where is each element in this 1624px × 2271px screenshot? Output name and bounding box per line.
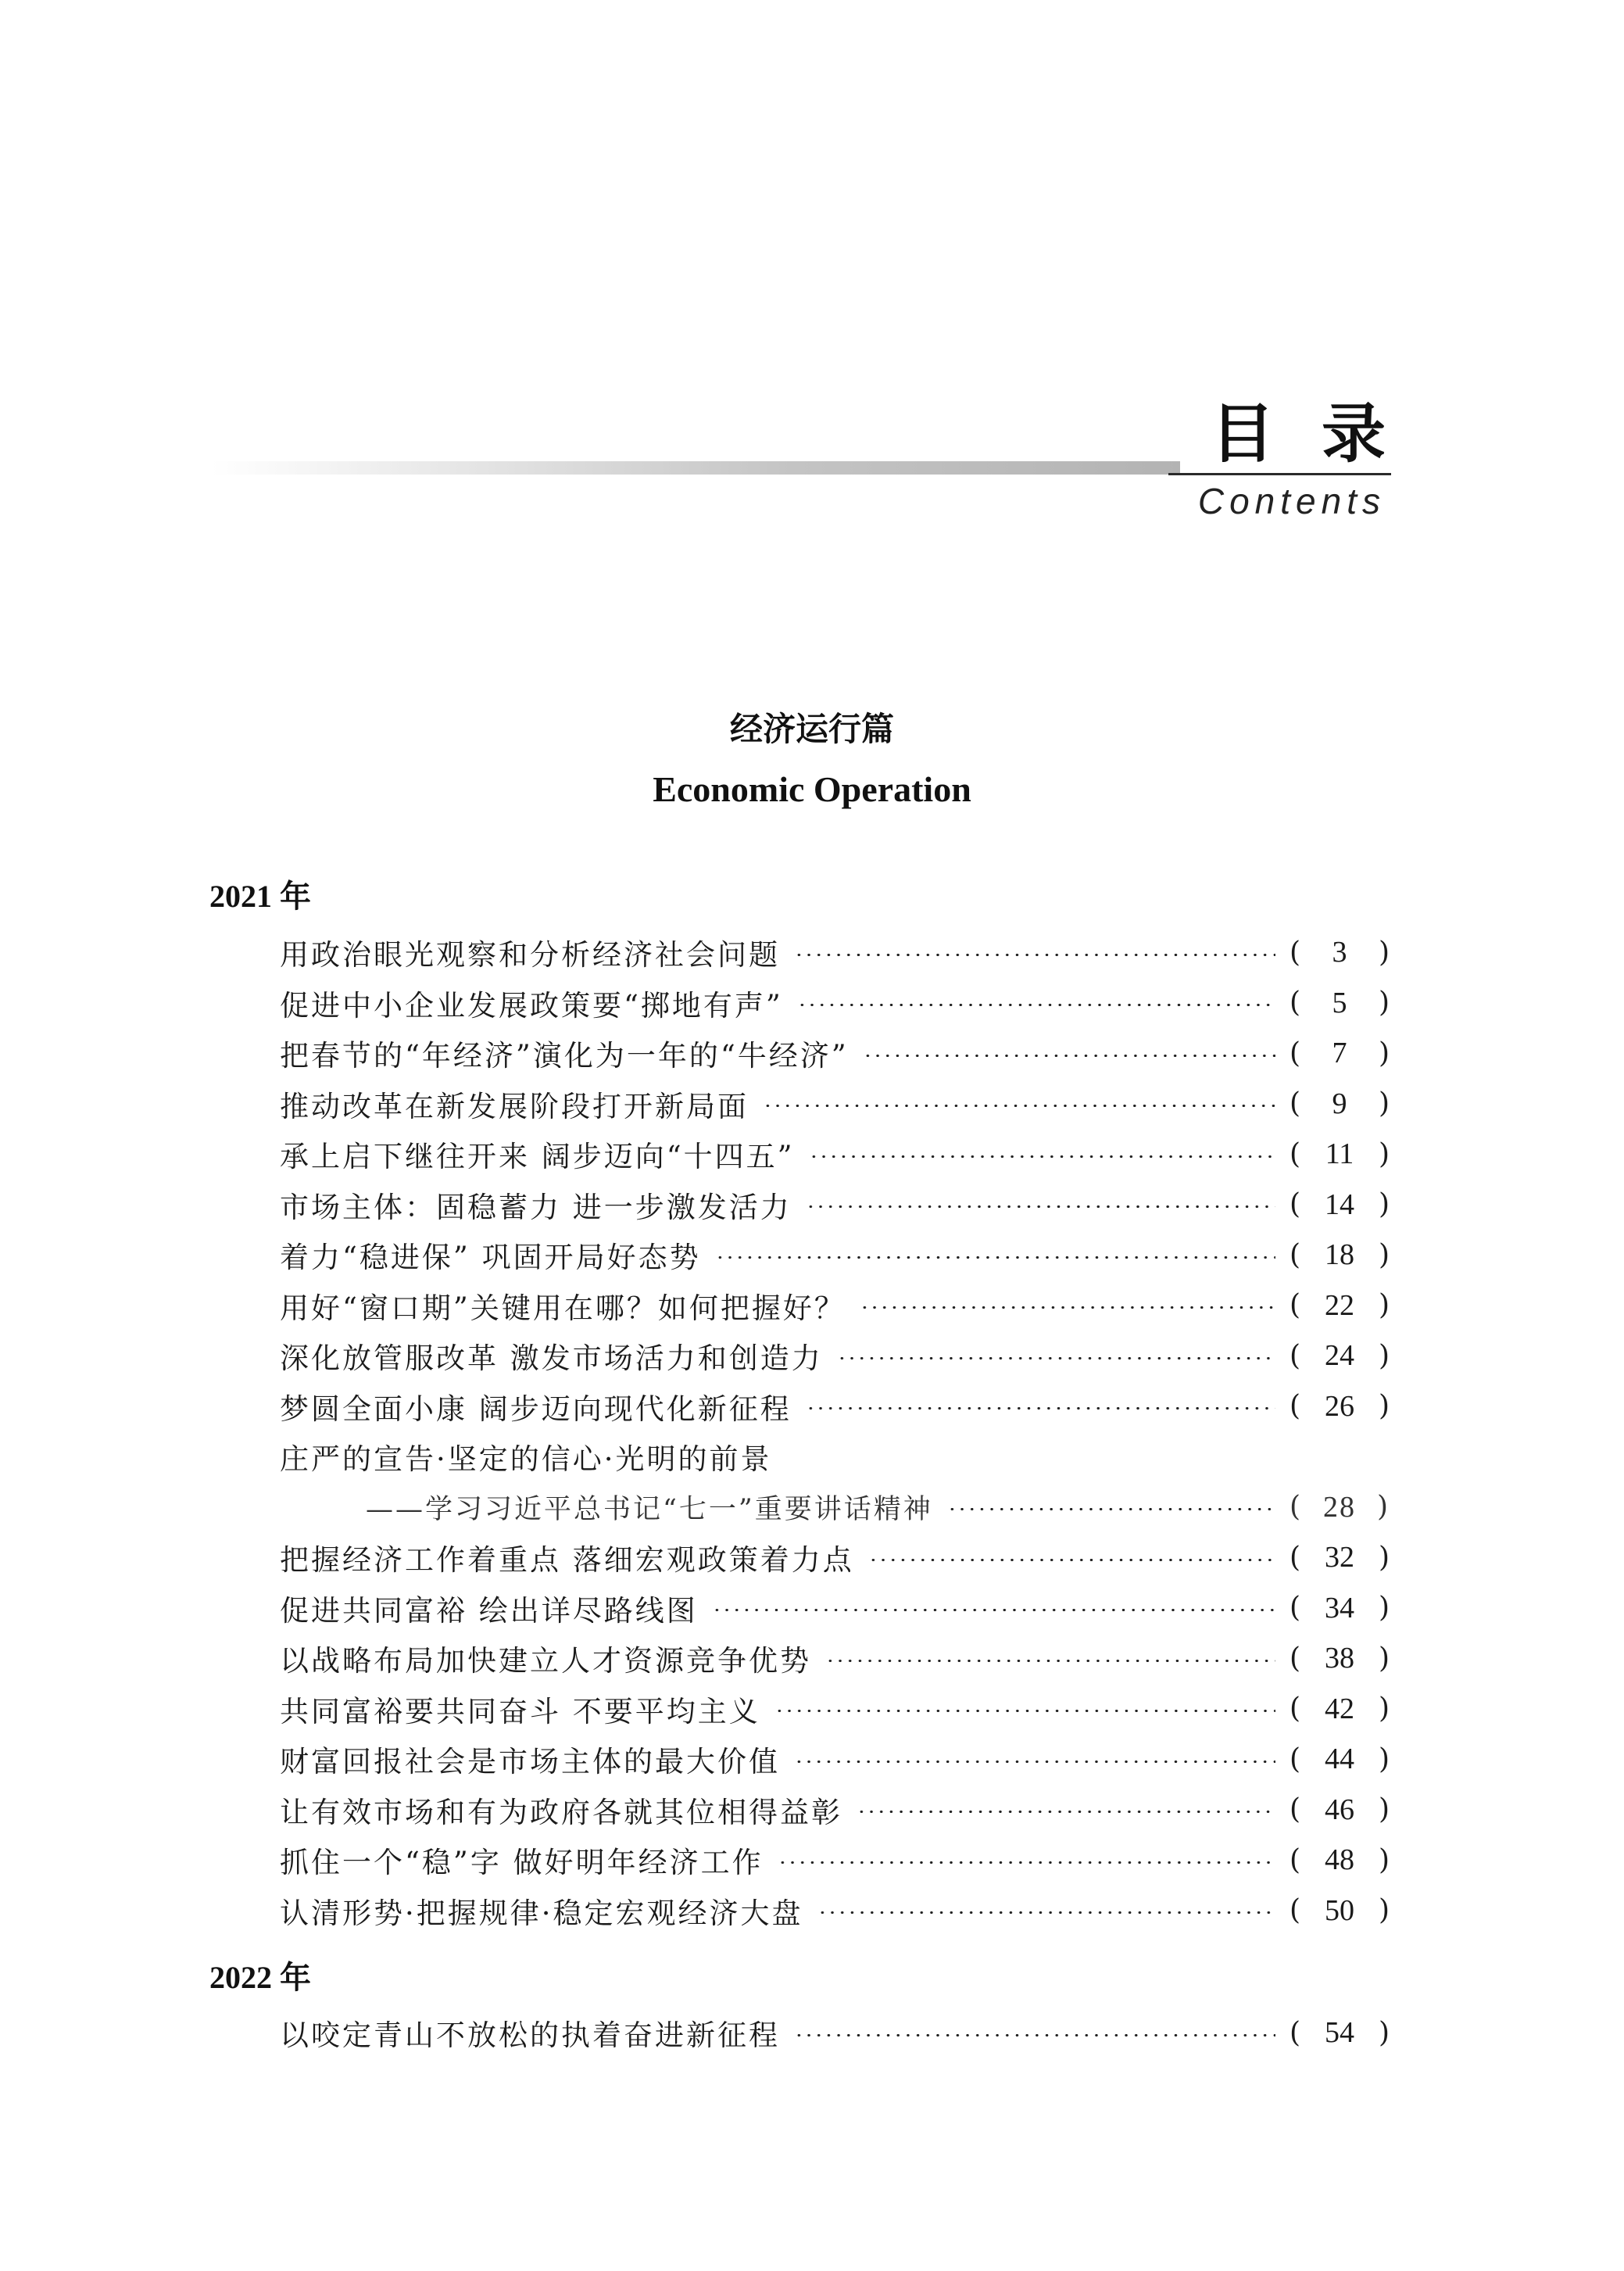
- dot-leader: [712, 1609, 1275, 1611]
- page-number: ( 22 ): [1290, 1288, 1390, 1322]
- dot-leader: [763, 1105, 1275, 1107]
- toc-entry[interactable]: [280, 1583, 1390, 1634]
- toc-entry-heading[interactable]: [280, 1431, 1390, 1482]
- toc-entry-title: 用好“窗口期”关键用在哪？如何把握好？: [280, 1291, 846, 1325]
- page-number: ( 9 ): [1290, 1087, 1390, 1120]
- header-rule-gradient: [211, 461, 1180, 475]
- toc-entry[interactable]: [280, 1835, 1390, 1886]
- page-number: ( 42 ): [1290, 1692, 1390, 1725]
- year-heading-2021: 2021 年: [209, 879, 311, 914]
- dot-leader: [860, 1306, 1275, 1309]
- dot-leader: [837, 1357, 1275, 1359]
- toc-entry[interactable]: [280, 1633, 1390, 1684]
- page-number: ( 14 ): [1290, 1187, 1390, 1221]
- toc-entry-title: 以咬定青山不放松的执着奋进新征程: [280, 2018, 780, 2053]
- toc-entry[interactable]: [280, 1886, 1390, 1936]
- dot-leader: [868, 1559, 1275, 1561]
- page-number: ( 50 ): [1290, 1893, 1390, 1927]
- page-number: ( 46 ): [1290, 1793, 1390, 1826]
- toc-list-2022: [280, 2008, 1390, 2058]
- toc-entry[interactable]: [280, 1129, 1390, 1180]
- page-subtitle: Contents: [1197, 481, 1386, 521]
- dot-leader: [794, 1761, 1275, 1763]
- section-title-en: Economic Operation: [653, 769, 971, 809]
- dot-leader: [778, 1861, 1275, 1864]
- page-number: ( 5 ): [1290, 986, 1390, 1019]
- page-number: ( 11 ): [1290, 1137, 1390, 1171]
- toc-entry-title: 梦圆全面小康 阔步迈向现代化新征程: [280, 1392, 792, 1426]
- toc-entry[interactable]: [280, 1532, 1390, 1583]
- toc-entry-title: 共同富裕要共同奋斗 不要平均主义: [280, 1694, 760, 1728]
- page-number: ( 18 ): [1290, 1238, 1390, 1272]
- dot-leader: [797, 1004, 1275, 1006]
- section-title-cn: 经济运行篇: [729, 710, 894, 748]
- toc-entry-title: 让有效市场和有为政府各就其位相得益彰: [280, 1795, 842, 1829]
- toc-entry[interactable]: [280, 1180, 1390, 1230]
- toc-entry[interactable]: [280, 978, 1390, 1029]
- dot-leader: [794, 954, 1275, 956]
- toc-entry[interactable]: [280, 1230, 1390, 1281]
- dot-leader: [715, 1256, 1275, 1259]
- year-heading-2022: 2022 年: [209, 1960, 311, 1995]
- dot-leader: [857, 1811, 1275, 1813]
- toc-entry[interactable]: [280, 1734, 1390, 1785]
- toc-entry-title: 财富回报社会是市场主体的最大价值: [280, 1745, 780, 1779]
- toc-entry-title: 把握经济工作着重点 落细宏观政策着力点: [280, 1543, 854, 1578]
- toc-entry-title: 深化放管服改革 激发市场活力和创造力: [280, 1341, 823, 1376]
- toc-entry[interactable]: [280, 1028, 1390, 1079]
- page-number: ( 48 ): [1290, 1843, 1390, 1877]
- toc-entry[interactable]: [280, 2008, 1390, 2058]
- page-number: ( 26 ): [1290, 1389, 1390, 1423]
- toc-entry[interactable]: [280, 1281, 1390, 1331]
- toc-entry-subtitle-text: ——学习习近平总书记“七一”重要讲话精神: [366, 1493, 933, 1525]
- dot-leader: [809, 1155, 1275, 1158]
- dot-leader: [817, 1911, 1275, 1914]
- page-number: ( 44 ): [1290, 1743, 1390, 1776]
- toc-entry-title: 用政治眼光观察和分析经济社会问题: [280, 938, 780, 973]
- page-number: ( 54 ): [1290, 2016, 1390, 2050]
- toc-entry[interactable]: [280, 1331, 1390, 1381]
- toc-entry-title: 推动改革在新发展阶段打开新局面: [280, 1089, 749, 1123]
- page-number: ( 7 ): [1290, 1037, 1390, 1070]
- page-number: ( 28 ): [1290, 1490, 1390, 1524]
- toc-entry-subtitle[interactable]: [280, 1482, 1390, 1533]
- toc-entry-title: 承上启下继往开来 阔步迈向“十四五”: [280, 1140, 795, 1174]
- header-rule-line: [1168, 473, 1391, 475]
- dot-leader: [825, 1660, 1275, 1662]
- dot-leader: [947, 1508, 1275, 1510]
- dot-leader: [806, 1205, 1275, 1208]
- dot-leader: [794, 2034, 1275, 2036]
- page-number: ( 34 ): [1290, 1591, 1390, 1624]
- toc-entry-title: 促进中小企业发展政策要“掷地有声”: [280, 988, 783, 1023]
- toc-entry-title: 抓住一个“稳”字 做好明年经济工作: [280, 1846, 764, 1880]
- toc-list-2021: [280, 927, 1390, 1936]
- toc-entry[interactable]: [280, 1785, 1390, 1836]
- toc-entry-title: 着力“稳进保” 巩固开局好态势: [280, 1241, 701, 1275]
- toc-entry[interactable]: [280, 1079, 1390, 1130]
- page-title: 目录: [1210, 396, 1433, 471]
- toc-entry-title: 以战略布局加快建立人才资源竞争优势: [280, 1644, 811, 1678]
- toc-entry-title: 市场主体：固稳蓄力 进一步激发活力: [280, 1190, 792, 1224]
- toc-entry-title: 认清形势·把握规律·稳定宏观经济大盘: [280, 1896, 803, 1930]
- page-number: ( 38 ): [1290, 1642, 1390, 1675]
- page-number: ( 32 ): [1290, 1541, 1390, 1574]
- toc-entry-title: 促进共同富裕 绘出详尽路线图: [280, 1593, 698, 1628]
- toc-entry[interactable]: [280, 1684, 1390, 1735]
- dot-leader: [863, 1055, 1275, 1057]
- page-number: ( 3 ): [1290, 936, 1390, 969]
- toc-entry[interactable]: [280, 927, 1390, 978]
- toc-entry[interactable]: [280, 1381, 1390, 1432]
- toc-entry-title: 把春节的“年经济”演化为一年的“牛经济”: [280, 1039, 849, 1073]
- page-number: ( 24 ): [1290, 1339, 1390, 1373]
- toc-entry-title: 庄严的宣告·坚定的信心·光明的前景: [280, 1442, 772, 1477]
- dot-leader: [806, 1407, 1275, 1410]
- dot-leader: [774, 1710, 1275, 1712]
